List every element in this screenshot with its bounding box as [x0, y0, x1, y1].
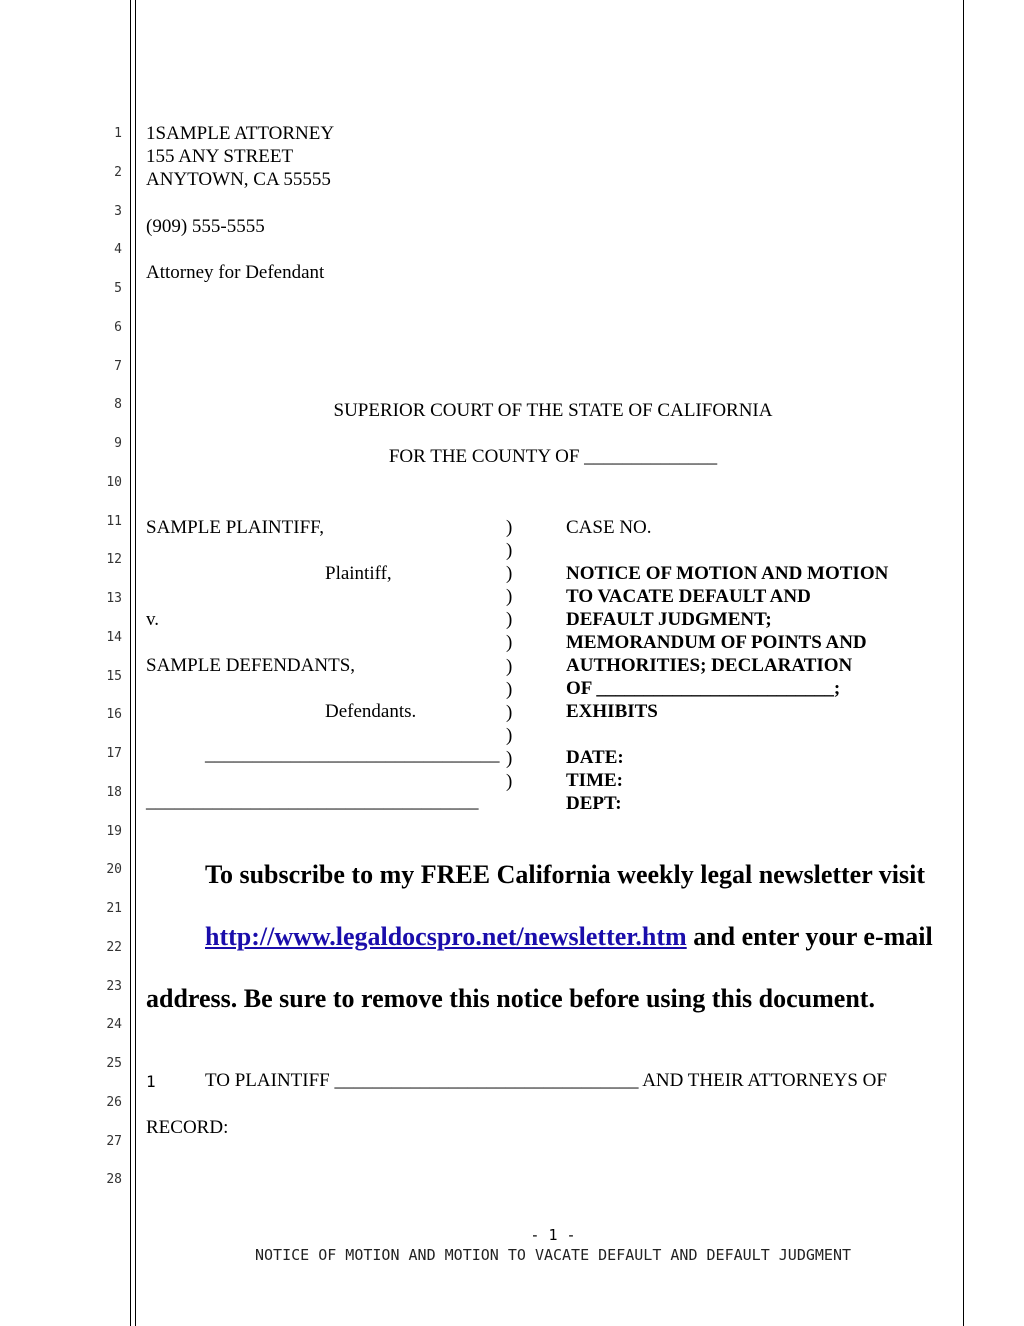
line-number: 22	[106, 939, 122, 955]
versus: v.	[146, 609, 160, 630]
caption-paren: )	[506, 771, 513, 793]
line-number: 14	[106, 629, 122, 645]
plaintiff-label: Plaintiff,	[325, 563, 392, 584]
caption-paren: )	[506, 517, 513, 538]
court-county: FOR THE COUNTY OF ______________	[388, 446, 718, 467]
blank-line-2: ___________________________________	[146, 791, 479, 812]
line-number: 2	[114, 164, 122, 180]
attorney-phone: (909) 555-5555	[146, 216, 265, 237]
caption-paren: )	[506, 586, 513, 608]
line-number: 6	[114, 319, 122, 335]
line-number: 21	[106, 901, 122, 916]
line-number: 10	[106, 474, 122, 490]
document-title-line: TO VACATE DEFAULT AND	[566, 586, 811, 607]
caption-parens	[506, 516, 512, 793]
to-plaintiff-line: TO PLAINTIFF ________________________________ AND THEIR ATTORNEYS OF	[205, 1070, 887, 1091]
document-title-line: EXHIBITS	[566, 701, 658, 722]
document-title-line: AUTHORITIES; DECLARATION	[566, 655, 853, 676]
attorney-name: 1SAMPLE ATTORNEY	[146, 123, 335, 144]
footer-title: NOTICE OF MOTION AND MOTION TO VACATE DEFAULT AND DEFAULT JUDGMENT	[254, 1246, 852, 1264]
line-number: 19	[106, 823, 122, 839]
attorney-city: ANYTOWN, CA 55555	[146, 169, 331, 190]
line-number: 17	[106, 746, 122, 761]
time-label: TIME:	[566, 770, 623, 791]
notice-line-2-rest: and enter your e-mail	[686, 922, 933, 951]
page-number: - 1 -	[530, 1226, 576, 1244]
dept-label: DEPT:	[566, 793, 622, 814]
line-number: 7	[114, 358, 122, 374]
newsletter-link[interactable]: http://www.legaldocspro.net/newsletter.htm	[205, 922, 687, 951]
right-margin-line	[963, 0, 964, 1326]
line-number: 24	[106, 1017, 122, 1033]
line-number: 9	[114, 436, 122, 451]
attorney-role: Attorney for Defendant	[146, 262, 325, 283]
line-number: 13	[106, 591, 122, 606]
date-label: DATE:	[566, 747, 624, 768]
line-number: 25	[106, 1056, 122, 1071]
court-name: SUPERIOR COURT OF THE STATE OF CALIFORNIA	[333, 400, 773, 421]
caption-paren: )	[506, 724, 513, 746]
document-title-line: OF _________________________;	[566, 678, 841, 699]
line-number: 15	[106, 668, 122, 684]
notice-line-3: address. Be sure to remove this notice before using this document.	[146, 984, 875, 1013]
record-line: RECORD:	[146, 1117, 229, 1138]
line-number: 5	[114, 281, 122, 296]
document-title-line: MEMORANDUM OF POINTS AND	[566, 632, 867, 653]
paragraph-number: 1	[146, 1072, 156, 1091]
line-number: 12	[106, 552, 122, 568]
line-number: 20	[106, 862, 122, 878]
caption-paren: )	[506, 678, 513, 700]
caption-paren: )	[506, 609, 513, 631]
left-margin-line-1	[130, 0, 131, 1326]
line-number: 8	[114, 397, 122, 413]
document-title-line: NOTICE OF MOTION AND MOTION	[566, 563, 889, 584]
line-number: 28	[106, 1172, 122, 1188]
defendants-name: SAMPLE DEFENDANTS,	[146, 655, 356, 676]
defendants-label: Defendants.	[325, 701, 417, 722]
left-margin-line-2	[135, 0, 136, 1326]
case-number: CASE NO.	[566, 517, 652, 538]
line-number: 3	[114, 203, 122, 219]
line-number: 16	[106, 707, 122, 723]
plaintiff-name: SAMPLE PLAINTIFF,	[146, 517, 324, 538]
notice-line-2	[205, 922, 933, 952]
line-number: 26	[106, 1094, 122, 1110]
line-number: 27	[106, 1133, 122, 1149]
attorney-street: 155 ANY STREET	[146, 146, 294, 167]
caption-paren: )	[506, 632, 513, 654]
caption-paren: )	[506, 563, 513, 585]
caption-paren: )	[506, 655, 513, 677]
blank-line-1: _______________________________	[205, 744, 500, 765]
caption-paren: )	[506, 747, 513, 769]
document-title-line: DEFAULT JUDGMENT;	[566, 609, 772, 630]
line-number: 11	[106, 513, 122, 529]
caption-paren: )	[506, 701, 513, 723]
caption-paren: )	[506, 540, 513, 562]
notice-line-1: To subscribe to my FREE California weekly legal newsletter visit	[205, 860, 926, 889]
line-number: 23	[106, 978, 122, 994]
line-number: 18	[106, 784, 122, 800]
line-number: 1	[114, 126, 122, 141]
line-number: 4	[114, 242, 122, 258]
